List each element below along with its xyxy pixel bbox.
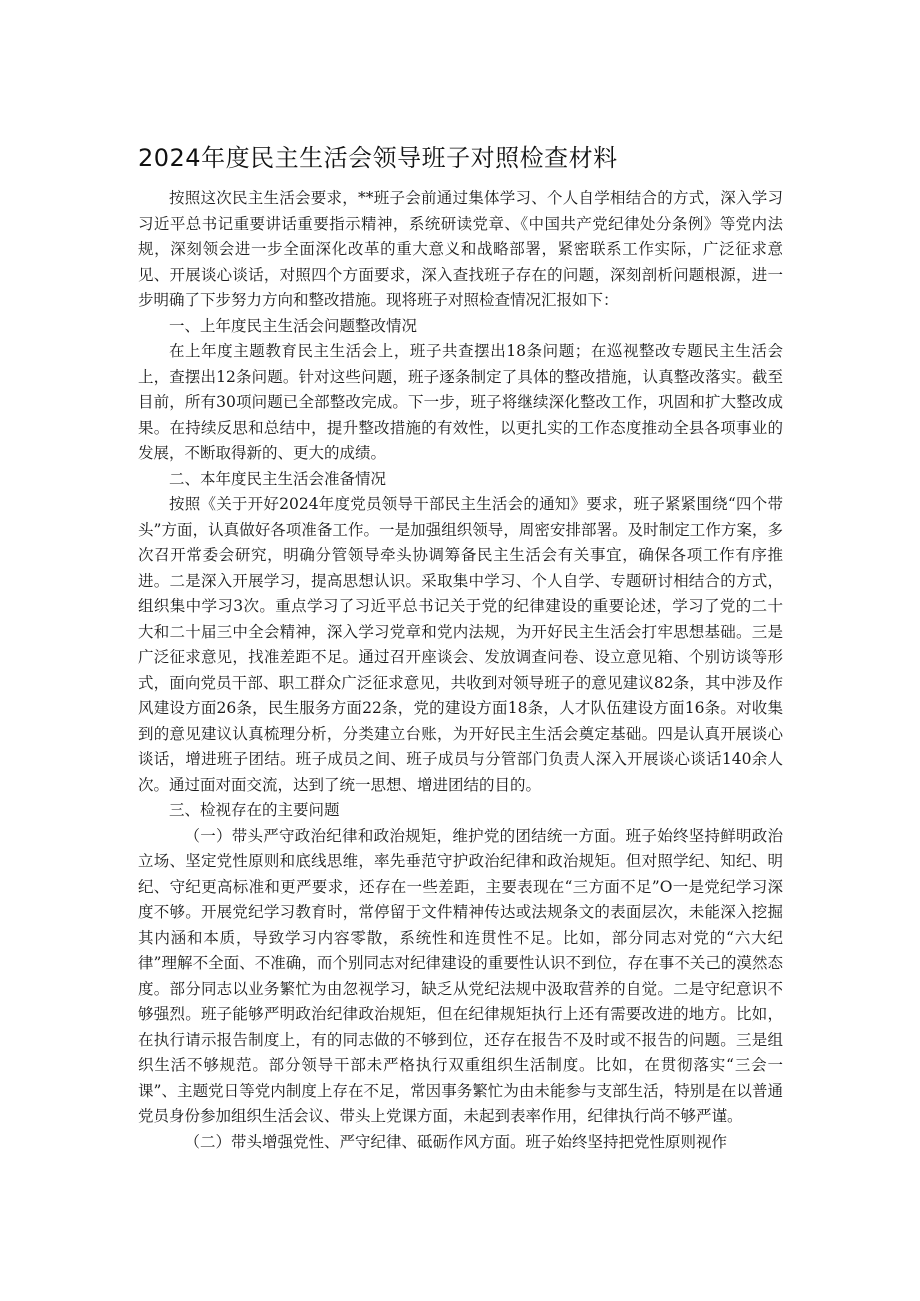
document-title: 2024年度民主生活会领导班子对照检查材料 bbox=[138, 144, 618, 172]
section-2-heading: 二、本年度民主生活会准备情况 bbox=[169, 469, 387, 488]
section-1-heading: 一、上年度民主生活会问题整改情况 bbox=[169, 316, 418, 335]
section-3-heading: 三、检视存在的主要问题 bbox=[169, 801, 340, 819]
section-3-item-2: （二）带头增强党性、严守纪律、砥砺作风方面。班子始终坚持把党性原则视作 bbox=[184, 1132, 728, 1151]
section-1-body: 在上年度主题教育民主生活会上，班子共查摆出18条问题；在巡视整改专题民主生活会上，查摆出12条问题。针对这些问题，班子逐条制定了具体的整改措施，认真整改落实。截至目前，所有30项问题已全部整改完成。下一步，班子将继续深化整改工作，巩固和扩大整改成果。在持续反思和总结中，提升整改措施的有效性，以更扎实的工作态度推动全县各项事业的发展，不断取得新的、更大的成绩。 bbox=[138, 342, 783, 462]
document-page bbox=[138, 140, 783, 1155]
intro-paragraph: 按照这次民主生活会要求，**班子会前通过集体学习、个人自学相结合的方式，深入学习习近平总书记重要讲话重要指示精神，系统研读党章、《中国共产党纪律处分条例》等党内法规，深刻领会进一步全面深化改革的重大意义和战略部署，紧密联系工作实际，广泛征求意见、开展谈心谈话，对照四个方面要求，深入查找班子存在的问题，深刻剖析问题根源，进一步明确了下步努力方向和整改措施。现将班子对照检查情况汇报如下： bbox=[138, 189, 783, 309]
section-2-body: 按照《关于开好2024年度党员领导干部民主生活会的通知》要求，班子紧紧围绕“四个带头”方面，认真做好各项准备工作。一是加强组织领导，周密安排部署。及时制定工作方案，多次召开常委会研究，明确分管领导牵头协调筹备民主生活会有关事宜，确保各项工作有序推进。二是深入开展学习，提高思想认识。采取集中学习、个人自学、专题研讨相结合的方式，组织集中学习3次。重点学习了习近平总书记关于党的纪律建设的重要论述，学习了党的二十大和二十届三中全会精神，深入学习党章和党内法规，为开好民主生活会打牢思想基础。三是广泛征求意见，找准差距不足。通过召开座谈会、发放调查问卷、设立意见箱、个别访谈等形式，面向党员干部、职工群众广泛征求意见，共收到对领导班子的意见建议82条，其中涉及作风建设方面26条，民生服务方面22条，党的建设方面18条，人才队伍建设方面16条。对收集到的意见建议认真梳理分析，分类建立台账，为开好民主生活会奠定基础。四是认真开展谈心谈话，增进班子团结。班子成员之间、班子成员与分管部门负责人深入开展谈心谈话140余人次。通过面对面交流，达到了统一思想、增进团结的目的。 bbox=[138, 495, 783, 794]
section-3-item-1: （一）带头严守政治纪律和政治规矩，维护党的团结统一方面。班子始终坚持鲜明政治立场、坚定党性原则和底线思维，率先垂范守护政治纪律和政治规矩。但对照学纪、知纪、明纪、守纪更高标准和更严要求，还存在一些差距，主要表现在“三方面不足”O一是党纪学习深度不够。开展党纪学习教育时，常停留于文件精神传达或法规条文的表面层次，未能深入挖掘其内涵和本质，导致学习内容零散，系统性和连贯性不足。比如，部分同志对党的“六大纪律”理解不全面、不准确，而个别同志对纪律建设的重要性认识不到位，存在事不关己的漠然态度。部分同志以业务繁忙为由忽视学习，缺乏从党纪法规中汲取营养的自觉。二是守纪意识不够强烈。班子能够严明政治纪律政治规矩，但在纪律规矩执行上还有需要改进的地方。比如，在执行请示报告制度上，有的同志做的不够到位，还存在报告不及时或不报告的问题。三是组织生活不够规范。部分领导干部未严格执行双重组织生活制度。比如，在贯彻落实“三会一课”、主题党日等党内制度上存在不足，常因事务繁忙为由未能参与支部生活，特别是在以普通党员身份参加组织生活会议、带头上党课方面，未起到表率作用，纪律执行尚不够严谨。 bbox=[138, 826, 783, 1125]
